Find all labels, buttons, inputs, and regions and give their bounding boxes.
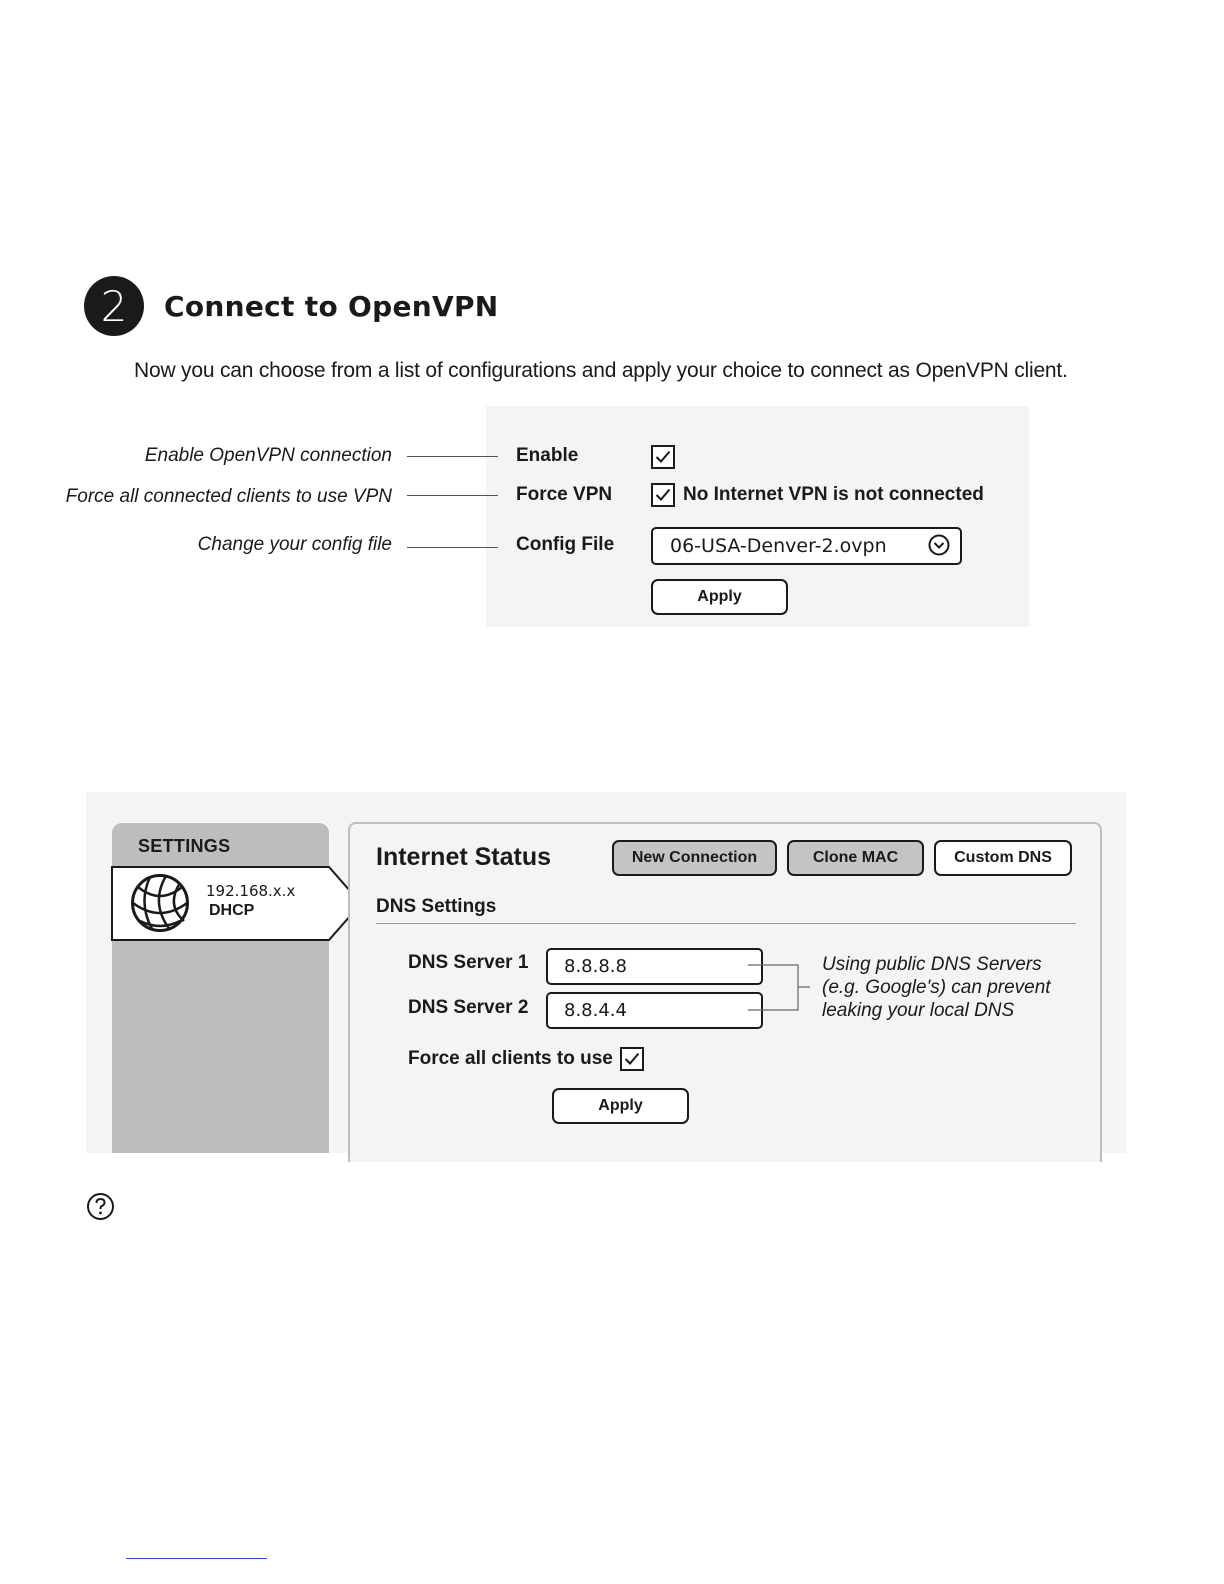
dns-server-1-label: DNS Server 1: [408, 952, 529, 973]
step-number: 2: [100, 281, 128, 331]
globe-icon: [130, 873, 190, 933]
dns-server-1-input[interactable]: [546, 948, 763, 985]
dns-note-line: Using public DNS Servers: [822, 954, 1042, 975]
check-icon: [655, 488, 671, 502]
enable-label: Enable: [516, 445, 579, 466]
config-file-value: 06-USA-Denver-2.ovpn: [670, 535, 887, 557]
dns-note: [822, 953, 1051, 1022]
force-dns-checkbox[interactable]: [620, 1047, 644, 1071]
dns-server-1-value: 8.8.8.8: [564, 956, 627, 977]
panel-title: Internet Status: [376, 843, 552, 871]
dns-settings-heading: DNS Settings: [376, 896, 497, 917]
annotation-force-vpn: Force all connected clients to use VPN: [65, 486, 392, 507]
section-divider: [376, 923, 1076, 924]
question-circle-icon[interactable]: [86, 1192, 115, 1221]
force-vpn-checkbox[interactable]: [651, 483, 675, 507]
custom-dns-button[interactable]: Custom DNS: [934, 840, 1072, 876]
footnote-rule: [126, 1558, 267, 1559]
section-title: Connect to OpenVPN: [164, 290, 499, 323]
intro-text: Now you can choose from a list of configurations and apply your choice to connect as OpenVPN client.: [134, 359, 1068, 382]
connection-ip: 192.168.x.x: [206, 882, 296, 900]
new-connection-button[interactable]: New Connection: [612, 840, 777, 876]
dns-server-2-label: DNS Server 2: [408, 997, 529, 1018]
config-file-select[interactable]: [651, 527, 962, 565]
dns-server-2-input[interactable]: [546, 992, 763, 1029]
dns-bracket-connector: [748, 955, 814, 1017]
dns-server-2-value: 8.8.4.4: [564, 1000, 627, 1021]
leader-line-force-vpn: [407, 495, 498, 496]
chevron-down-icon: [928, 534, 950, 556]
check-icon: [655, 450, 671, 464]
step-number-badge: [84, 276, 144, 336]
annotation-config-file: Change your config file: [197, 534, 392, 555]
enable-checkbox[interactable]: [651, 445, 675, 469]
dns-note-line: leaking your local DNS: [822, 1000, 1015, 1021]
connection-type: DHCP: [209, 902, 255, 919]
clone-mac-button[interactable]: Clone MAC: [787, 840, 924, 876]
leader-line-enable: [407, 456, 498, 457]
vpn-status-text: No Internet VPN is not connected: [683, 484, 984, 505]
leader-line-config-file: [407, 547, 498, 548]
openvpn-apply-button[interactable]: Apply: [651, 579, 788, 615]
annotation-enable: Enable OpenVPN connection: [144, 445, 392, 466]
force-vpn-label: Force VPN: [516, 484, 613, 505]
check-icon: [624, 1052, 640, 1066]
config-file-label: Config File: [516, 534, 615, 555]
sidebar-title: SETTINGS: [138, 836, 231, 856]
force-dns-label: Force all clients to use: [408, 1048, 613, 1069]
dns-note-line: (e.g. Google's) can prevent: [822, 977, 1051, 998]
dns-apply-button[interactable]: Apply: [552, 1088, 689, 1124]
